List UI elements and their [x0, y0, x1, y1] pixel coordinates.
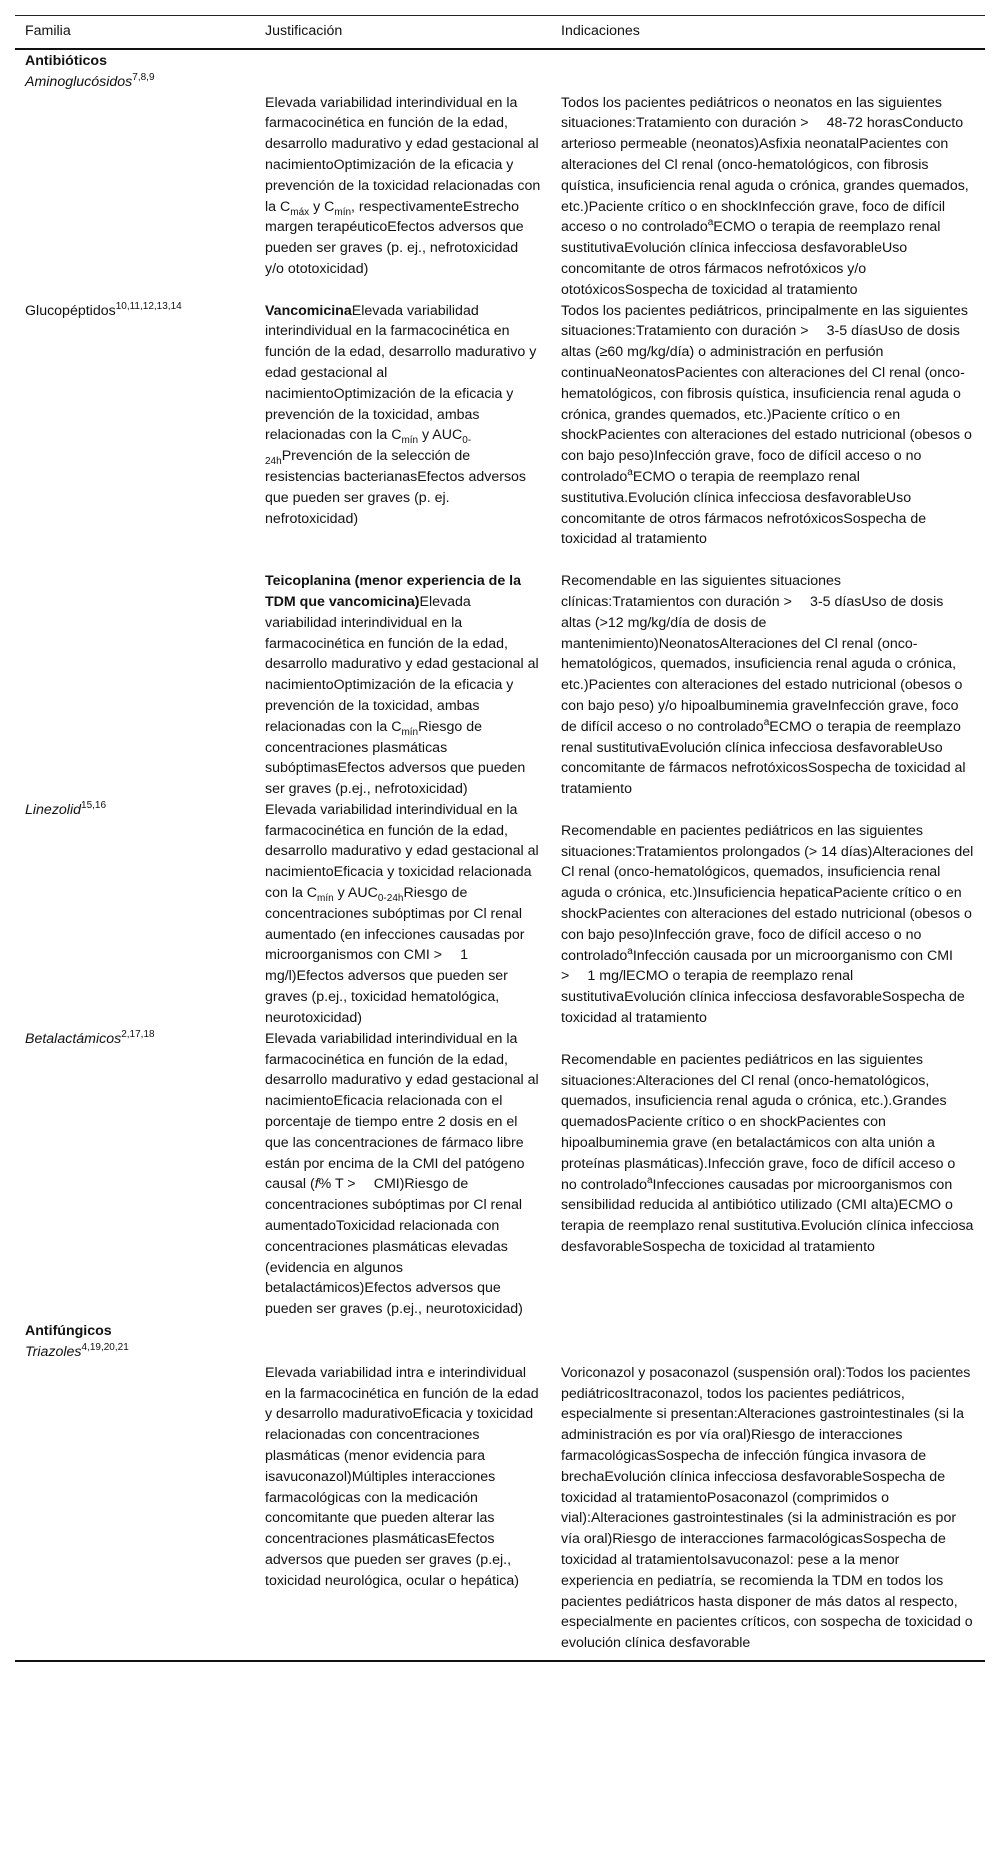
justification-cell — [255, 800, 551, 1029]
text-run: Elevada variabilidad interindividual en la farmacocinética en función de la edad, desarrollo madurativo y edad gestacional al nacimientoEficacia relacionada con el porcentaje de tiempo entre 2 dosis en el que las concentraciones de fármaco libre están por encima de la CMI del patógeno causal ( — [265, 1030, 539, 1193]
family-name: Triazoles — [25, 1343, 82, 1360]
justification-cell — [255, 1029, 551, 1320]
justification-cell — [255, 72, 551, 301]
text-run: Riesgo de concentraciones subóptimas por Cl renal aumentado (en infecciones causadas por microorganismos con CMI > 1 mg/l)Efectos adversos que pueden ser graves (p.ej., toxicidad hematológica, neurotoxicidad) — [265, 885, 525, 1026]
bold-run: Teicoplanina (menor experiencia de la TDM que vancomicina) — [265, 573, 521, 610]
category-row — [15, 1320, 985, 1342]
table-row — [15, 301, 985, 551]
justification-cell — [255, 1342, 551, 1660]
text-run: Elevada variabilidad interindividual en la farmacocinética en función de la edad, desarrollo madurativo y edad gestacional al nacimientoOptimización de la eficacia y prevención de la toxicidad, ambas relacionadas con la C — [265, 302, 537, 444]
family-refs: 15,16 — [81, 799, 107, 811]
subscript: mín — [317, 893, 334, 905]
table-row — [15, 1029, 985, 1320]
subscript: 0-24h — [377, 893, 404, 905]
family-cell — [15, 72, 255, 301]
text-run: y AUC — [333, 885, 378, 902]
table-row — [15, 72, 985, 301]
family-cell — [15, 550, 255, 800]
text-run: y AUC — [418, 427, 463, 444]
family-cell — [15, 1029, 255, 1320]
family-refs: 10,11,12,13,14 — [115, 300, 182, 312]
category-row — [15, 49, 985, 72]
indications-cell — [551, 1029, 985, 1320]
text-run: Elevada variabilidad intra e interindividual en la farmacocinética en función de la edad y desarrollo madurativoEficacia y toxicidad relacionadas con concentraciones plasmáticas (menor evidencia para isavuconazol)Múltiples interacciones farmacológicas con la medicación concomitante que pueden alterar las concentraciones plasmáticasEfectos adversos que pueden ser graves (p.ej., toxicidad neurológica, ocular o hepática) — [265, 1364, 539, 1589]
text-run: Recomendable en pacientes pediátricos en las siguientes situaciones:Alteraciones del Cl renal (onco-hematológicos, quemados, insuficiencia renal aguda o crónica, etc.).Grandes quemadosPaciente crítico o en shockPacientes con hipoalbuminemia grave (en betalactámicos con alta unión a proteínas plasmáticas).Infección grave, foco de difícil acceso o no controlado — [561, 1051, 956, 1193]
text-run: Infecciones causadas por microorganismos con sensibilidad reducida al antibiótico utilizado (CMI alta)ECMO o terapia de reemplazo renal sustitutiva.Evolución clínica infecciosa desfavorableSospecha de toxicidad al tratamiento — [561, 1176, 974, 1256]
indications-cell — [551, 550, 985, 800]
indications-cell — [551, 301, 985, 551]
text-run: , respectivamenteEstrecho margen terapéuticoEfectos adversos que pueden ser graves (p. ej., nefrotoxicidad y/o ototoxicidad) — [265, 198, 524, 277]
text-run: Voriconazol y posaconazol (suspensión oral):Todos los pacientes pediátricosItraconazol, todos los pacientes pediátricos, especialmente si presentan:Alteraciones gastrointestinales (si la administración es por vía oral)Riesgo de interacciones farmacológicasSospecha de infección fúngica invasora de brechaEvolución clínica infecciosa desfavorableSospecha de toxicidad al tratamientoPosaconazol (comprimidos o vial):Alteraciones gastrointestinales (si la administración es por vía oral)Riesgo de interacciones farmacológicasSospecha de toxicidad al tratamientoIsavuconazol: pese a la menor experiencia en pediatría, se recomienda la TDM en todos los pacientes pediátricos hasta disponer de más datos al respecto, especialmente en pacientes críticos, con sospecha de toxicidad o evolución clínica desfavorable — [561, 1364, 973, 1652]
subscript: mín — [401, 435, 419, 447]
justification-cell — [255, 301, 551, 551]
table-row — [15, 1342, 985, 1660]
justification-cell — [255, 550, 551, 800]
family-refs: 7,8,9 — [132, 71, 155, 83]
header-familia: Familia — [15, 16, 255, 49]
family-cell — [15, 301, 255, 551]
family-name: Betalactámicos — [25, 1030, 122, 1047]
indications-cell — [551, 1342, 985, 1660]
table-row — [15, 800, 985, 1029]
superscript: a — [707, 217, 714, 229]
tdm-table — [15, 16, 985, 1660]
text-run: Todos los pacientes pediátricos o neonatos en las siguientes situaciones:Tratamiento con duración > 48-72 horasConducto arterioso permeable (neonatos)Asfixia neonatalPacientes con alteraciones del Cl renal (onco-hematológicos, con fibrosis quística, insuficiencia renal aguda o crónica, grandes quemados, etc.)Paciente crítico o en shockInfección grave, foco de difícil acceso o no controlado — [561, 94, 969, 236]
text-run: % T > CMI)Riesgo de concentraciones subóptimas por Cl renal aumentadoToxicidad relacionada con concentraciones plasmáticas elevadas (evidencia en algunos betalactámicos)Efectos adversos que pueden ser graves (p.ej., neurotoxicidad) — [265, 1176, 523, 1318]
subscript: mín — [401, 726, 419, 738]
header-row — [15, 16, 985, 49]
text-run: ECMO o terapia de reemplazo renal sustitutivaEvolución clínica infecciosa desfavorableUso concomitante de otros fármacos nefrotóxicos y/o ototóxicosSospecha de toxicidad al tratamiento — [561, 219, 941, 298]
text-run: Infección causada por un microorganismo con CMI > 1 mg/lECMO o terapia de reemplazo renal sustitutivaEvolución clínica infecciosa desfavorableSospecha de toxicidad al tratamiento — [561, 947, 965, 1027]
text-run: Elevada variabilidad interindividual en la farmacocinética en función de la edad, desarrollo madurativo y edad gestacional al nacimientoOptimización de la eficacia y prevención de la toxicidad relacionadas con la C — [265, 94, 541, 215]
superscript: a — [646, 1174, 653, 1186]
text-run: Recomendable en pacientes pediátricos en las siguientes situaciones:Tratamientos prolongados (> 14 días)Alteraciones del Cl renal (onco-hematológicos, quemados, insuficiencia renal aguda o crónica, etc.)Insuficiencia hepaticaPaciente crítico o en shockPacientes con alteraciones del estado nutricional (obesos o con bajo peso)Infección grave, foco de difícil acceso o no controlado — [561, 822, 974, 964]
text-run: ECMO o terapia de reemplazo renal sustitutivaEvolución clínica infecciosa desfavorableUso concomitante de fármacos nefrotóxicosSospecha de toxicidad al tratamiento — [561, 718, 966, 798]
family-cell — [15, 800, 255, 1029]
superscript: a — [627, 945, 633, 957]
tdm-table-container — [15, 15, 985, 1662]
text-run: Prevención de la selección de resistencias bacterianasEfectos adversos que pueden ser graves (p. ej. nefrotoxicidad) — [265, 448, 527, 527]
text-run: ECMO o terapia de reemplazo renal sustitutiva.Evolución clínica infecciosa desfavorableUso concomitante de otros fármacos nefrotóxicosSospecha de toxicidad al tratamiento — [561, 468, 927, 548]
text-run: Elevada variabilidad interindividual en la farmacocinética en función de la edad, desarrollo madurativo y edad gestacional al nacimientoEficacia y toxicidad relacionada con la C — [265, 801, 539, 902]
family-name: Glucopéptidos — [25, 302, 116, 319]
superscript: a — [763, 716, 770, 728]
text-run: Elevada variabilidad interindividual en la farmacocinética en función de la edad, desarrollo madurativo y edad gestacional al nacimientoOptimización de la eficacia y prevención de la toxicidad, ambas relacionadas con la C — [265, 593, 539, 735]
subscript: mín — [334, 206, 352, 218]
header-indicaciones: Indicaciones — [551, 16, 985, 49]
family-refs: 4,19,20,21 — [81, 1341, 129, 1353]
indications-cell — [551, 72, 985, 301]
family-name: Aminoglucósidos — [25, 73, 133, 90]
table-body — [15, 49, 985, 1660]
text-run: y C — [309, 198, 335, 215]
text-run: Riesgo de concentraciones plasmáticas subóptimasEfectos adversos que pueden ser graves (p.ej., nefrotoxicidad) — [265, 718, 526, 798]
family-refs: 2,17,18 — [121, 1028, 155, 1040]
subscript: máx — [290, 206, 310, 218]
family-cell — [15, 1342, 255, 1660]
superscript: a — [627, 466, 633, 478]
subscript: 0-24h — [265, 435, 472, 468]
category-label: Antibióticos — [25, 52, 107, 69]
family-name: Linezolid — [25, 801, 82, 818]
italic-run: f — [314, 1176, 319, 1193]
table-row — [15, 550, 985, 800]
text-run: Todos los pacientes pediátricos, principalmente en las siguientes situaciones:Tratamiento con duración > 3-5 díasUso de dosis altas (≥60 mg/kg/día) o administración en perfusión continuaNeonatosPacientes con alteraciones del Cl renal (onco-hematológicos, con fibrosis quística, insuficiencia renal aguda o crónica, grandes quemados, etc.)Paciente crítico o en shockPacientes con alteraciones del estado nutricional (obesos o con bajo peso)Infección grave, foco de difícil acceso o no controlado — [561, 302, 972, 485]
text-run: Recomendable en las siguientes situaciones clínicas:Tratamientos con duración > 3-5 díasUso de dosis altas (>12 mg/kg/día de dosis de mantenimiento)NeonatosAlteraciones del Cl renal (onco-hematológicos, quemados, insuficiencia renal aguda o crónica, etc.)Pacientes con alteraciones del estado nutricional (obesos o con bajo peso) y/o hipoalbuminemia graveInfección grave, foco de difícil acceso o no controlado — [561, 573, 963, 735]
indications-cell — [551, 800, 985, 1029]
header-justificacion: Justificación — [255, 16, 551, 49]
category-label: Antifúngicos — [25, 1323, 112, 1340]
bold-run: Vancomicina — [265, 302, 352, 319]
